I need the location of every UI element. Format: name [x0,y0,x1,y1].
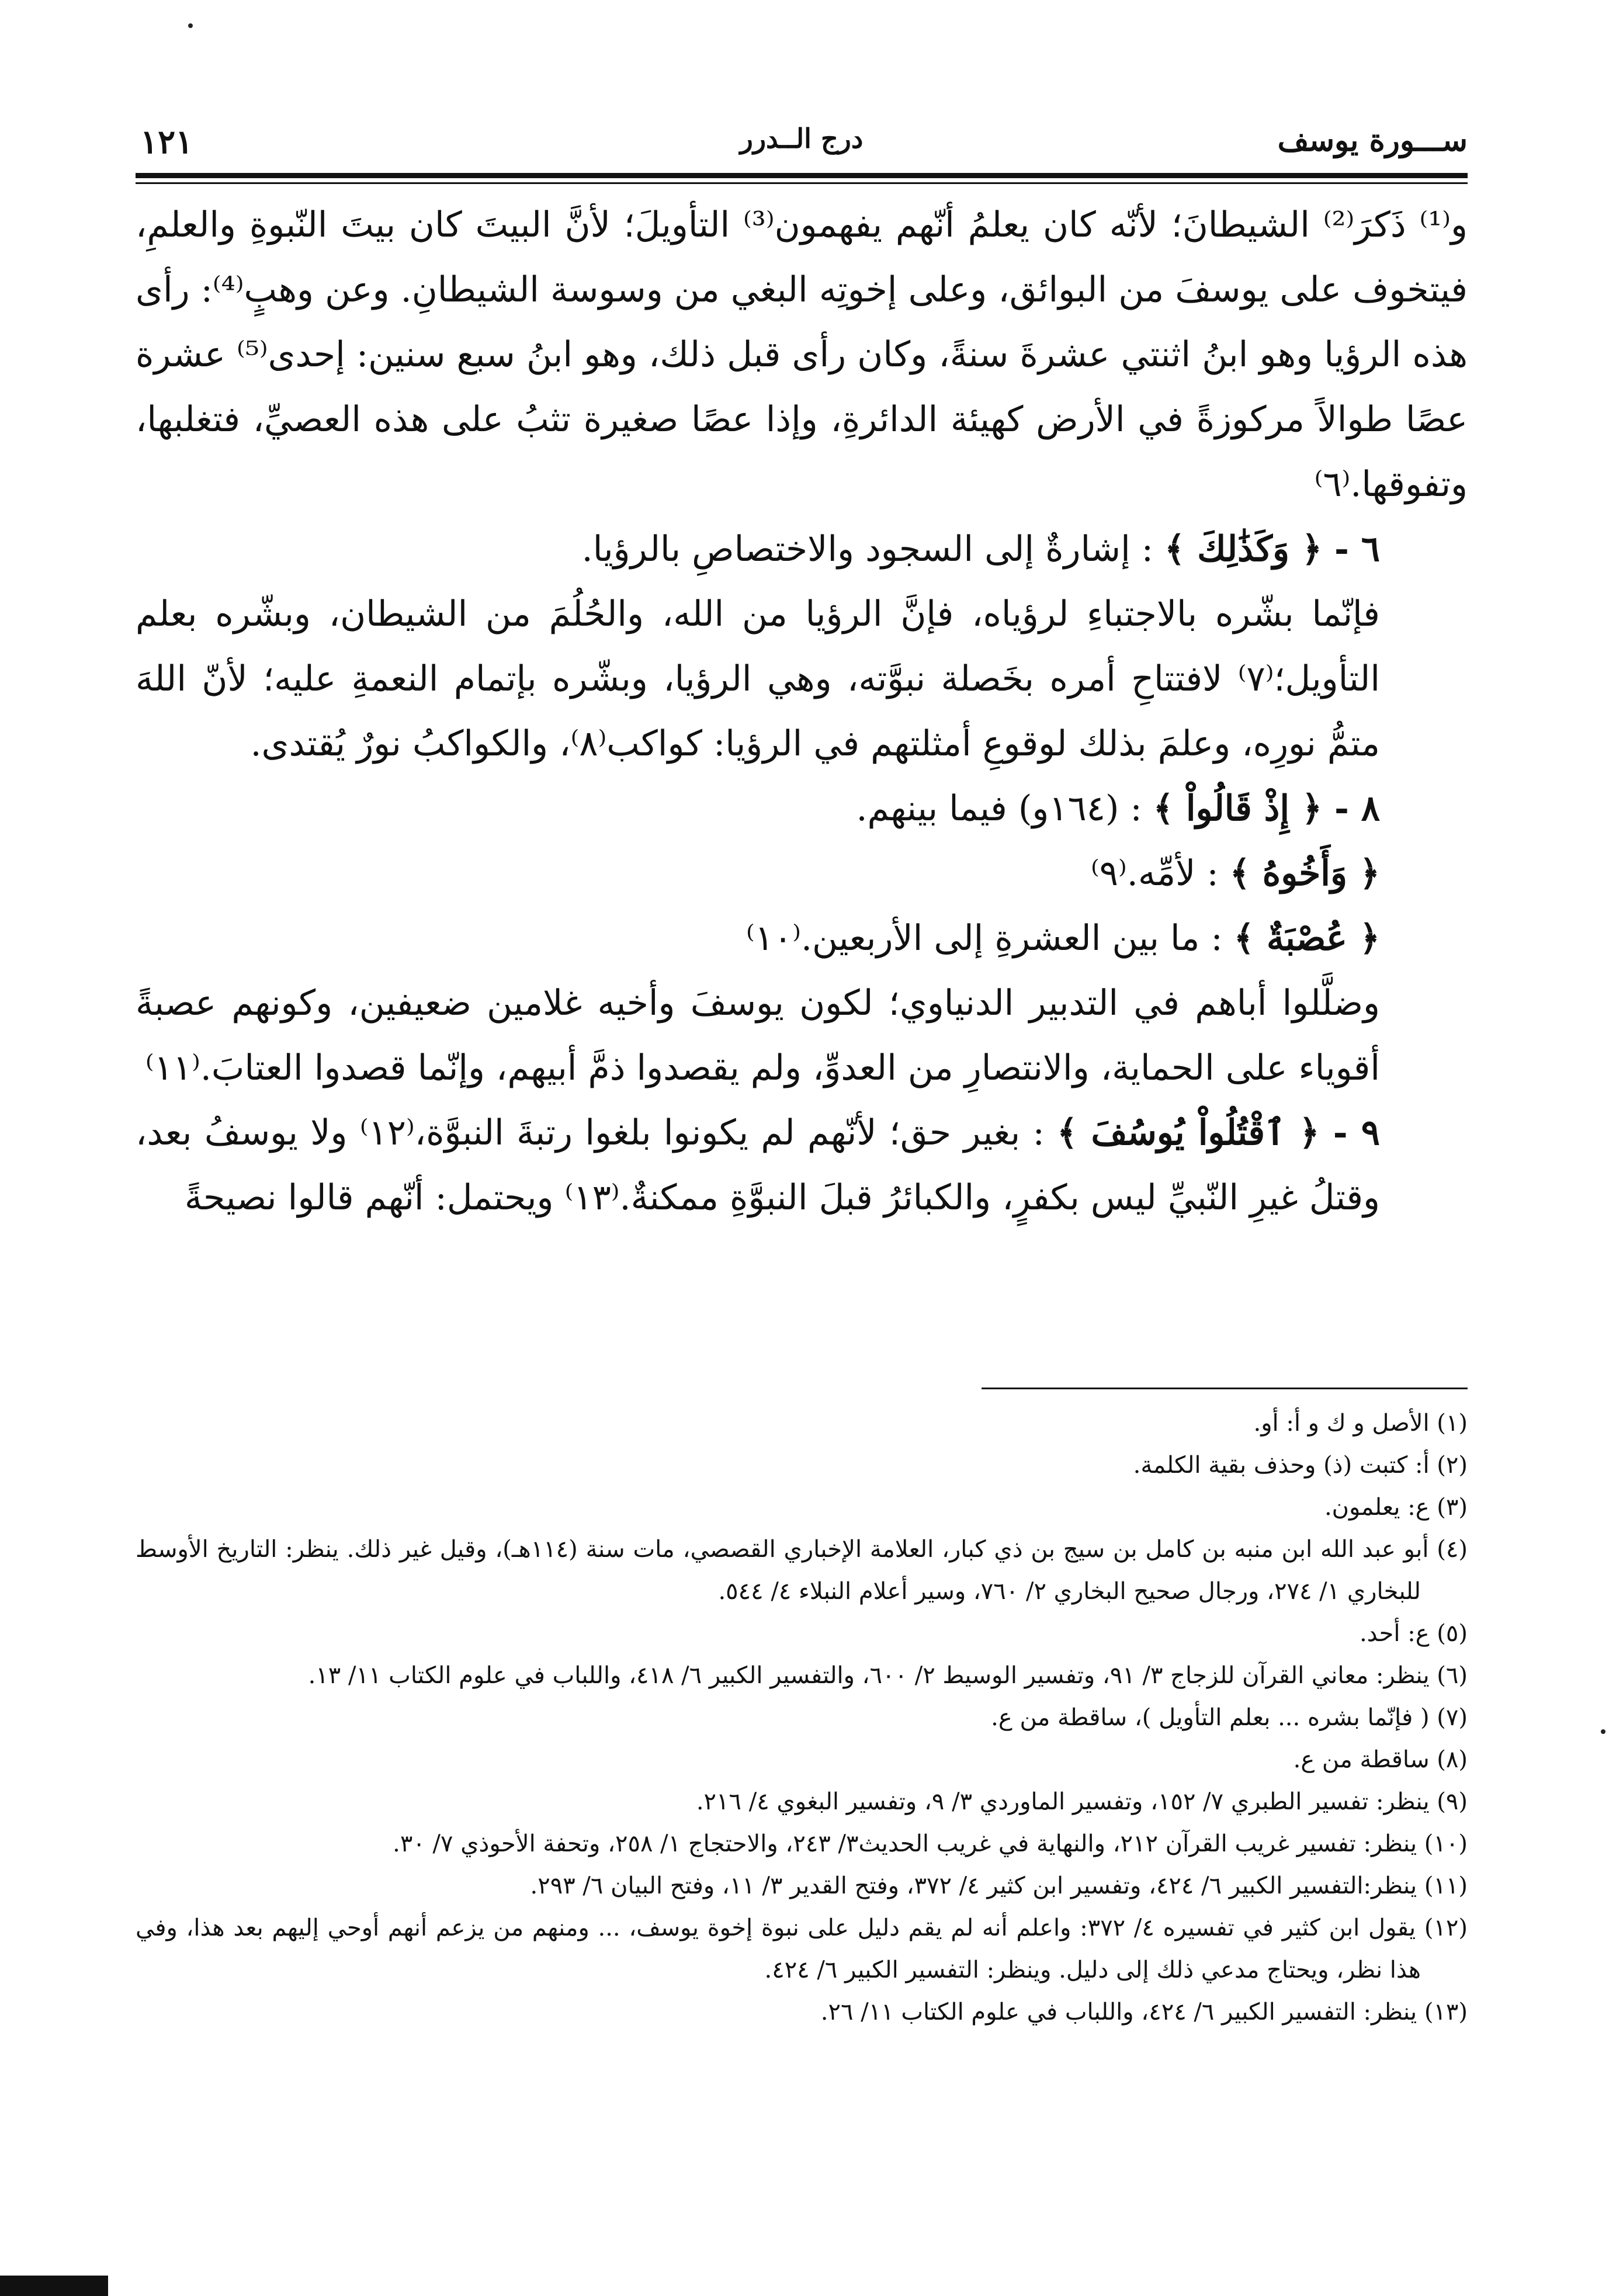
footnote: (٤) أبو عبد الله ابن منبه بن كامل بن سيج بن ذي كبار، العلامة الإخباري القصصي، مات سنة (١١٤هـ)، وقيل غير ذلك. ينظر: التاريخ الأوسط للبخاري ١/ ٢٧٤، ورجال صحيح البخاري ٢/ ٧٦٠، وسير أعلام النبلاء ٤/ ٥٤٤. [136,1536,1468,1605]
surah-title: ســـورة يوسف [1277,123,1468,158]
quran-phrase: ٩ - ﴿ ٱقْتُلُواْ يُوسُفَ ﴾ [1057,1112,1380,1153]
paragraph [136,776,1468,841]
quran-phrase: ٦ - ﴿ وَكَذَٰلِكَ ﴾ [1164,529,1380,570]
paragraph: وضلَّلوا أباهم في التدبير الدنياوي؛ لكون يوسفَ وأخيه غلامين ضعيفين، وكونهم عصبةً أقوياء على الحماية، والانتصارِ من العدوِّ، ولم يقصدوا ذمَّ أبيهم، وإنّما قصدوا العتابَ.⁽١١⁾ [136,983,1380,1088]
footnote: (٦) ينظر: معاني القرآن للزجاج ٣/ ٩١، وتفسير الوسيط ٢/ ٦٠٠، والتفسير الكبير ٦/ ٤١٨، واللباب في علوم الكتاب ١١/ ١٣. [308,1662,1468,1689]
footnote: (٨) ساقطة من ع. [1293,1746,1468,1773]
footnotes [136,1402,1468,2033]
footnote: (٥) ع: أحد. [1359,1620,1468,1647]
footnote: (١١) ينظر:التفسير الكبير ٦/ ٤٢٤، وتفسير ابن كثير ٤/ ٣٧٢، وفتح القدير ٣/ ١١، وفتح البيان ٦/ ٢٩٣. [530,1872,1468,1899]
footnote: (١٣) ينظر: التفسير الكبير ٦/ ٤٢٤، واللباب في علوم الكتاب ١١/ ٢٦. [820,1999,1468,2026]
paragraph [136,841,1468,906]
page-number: ١٢١ [140,123,193,161]
running-header [136,123,1468,169]
header-rule-thin [136,182,1468,184]
commentary: : بغير حق؛ لأنّهم لم يكونوا بلغوا رتبةَ النبوَّة،⁽١٢⁾ ولا يوسفُ بعد، وقتلُ غيرِ النّبيِّ ليس بكفرٍ، والكبائرُ قبلَ النبوَّةِ ممكنةٌ.⁽١٣⁾ ويحتمل: أنّهم قالوا نصيحةً [136,1112,1380,1218]
commentary: : لأمِّه.⁽٩⁾ [1091,853,1230,894]
footnote: (٩) ينظر: تفسير الطبري ٧/ ١٥٢، وتفسير الماوردي ٣/ ٩، وتفسير البغوي ٤/ ٢١٦. [696,1788,1468,1815]
quran-phrase: ٨ - ﴿ إِذْ قَالُواْ ﴾ [1153,788,1380,829]
paragraph [136,1101,1468,1230]
footnote-separator [982,1388,1468,1389]
scan-speck [188,23,193,28]
scan-edge-mark [0,2276,108,2296]
footnote: (٧) ( فإنّما بشره ... بعلم التأويل )، ساقطة من ع. [991,1704,1468,1731]
book-title: درج الــدرر [740,123,864,154]
footnote: (٣) ع: يعلمون. [1324,1494,1468,1521]
paragraph: فإنّما بشّره بالاجتباءِ لرؤياه، فإنَّ الرؤيا من الله، والحُلُمَ من الشيطان، وبشّره بعلم التأويل؛⁽٧⁾ لافتتاحِ أمره بخَصلة نبوَّته، وهي الرؤيا، وبشّره بإتمام النعمةِ عليه؛ لأنّ اللهَ متمُّ نورِه، وعلمَ بذلك لوقوعِ أمثلتهم في الرؤيا: كواكب⁽٨⁾، والكواكبُ نورٌ يُقتدى. [136,594,1380,764]
main-text [136,193,1468,1230]
header-rule-thick [136,173,1468,178]
footnote: (١٢) يقول ابن كثير في تفسيره ٤/ ٣٧٢: واعلم أنه لم يقم دليل على نبوة إخوة يوسف، ... ومنهم من يزعم أنهم أوحي إليهم بعد هذا، وفي هذا نظر، ويحتاج مدعي ذلك إلى دليل. وينظر: التفسير الكبير ٦/ ٤٢٤. [136,1915,1468,1983]
commentary: : (١٦٤و) فيما بينهم. [856,788,1153,829]
footnote: (١) الأصل و ك و أ: أو. [1253,1410,1468,1437]
quran-phrase: ﴿ عُصْبَةٌ ﴾ [1233,918,1380,959]
scan-speck [1601,1729,1605,1734]
paragraph: و⁽¹⁾ ذَكرَ⁽²⁾ الشيطانَ؛ لأنّه كان يعلمُ أنّهم يفهمون⁽³⁾ التأويلَ؛ لأنَّ البيتَ كان بيتَ النّبوةِ والعلمِ، فيتخوف على يوسفَ من البوائق، وعلى إخوتِه البغي من وسوسة الشيطانِ. وعن وهبٍ⁽⁴⁾: رأى هذه الرؤيا وهو ابنُ اثنتي عشرةَ سنةً، وكان رأى قبل ذلك، وهو ابنُ سبع سنين: إحدى⁽⁵⁾ عشرة عصًا طوالاً مركوزةً في الأرض كهيئة الدائرةِ، وإذا عصًا صغيرة تثبُ على هذه العصيِّ، فتغلبها، وتفوقها.⁽٦⁾ [136,204,1468,505]
footnote: (٢) أ: كتبت (ذ) وحذف بقية الكلمة. [1133,1452,1468,1479]
paragraph [136,906,1468,971]
commentary: : ما بين العشرةِ إلى الأربعين.⁽١٠⁾ [746,918,1234,959]
paragraph [136,517,1468,582]
quran-phrase: ﴿ وَأَخُوهُ ﴾ [1229,853,1380,894]
footnote: (١٠) ينظر: تفسير غريب القرآن ٢١٢، والنهاية في غريب الحديث٣/ ٢٤٣، والاحتجاج ١/ ٢٥٨، وتحفة الأحوذي ٧/ ٣٠. [393,1830,1468,1857]
commentary: : إشارةٌ إلى السجود والاختصاصِ بالرؤيا. [581,529,1165,570]
